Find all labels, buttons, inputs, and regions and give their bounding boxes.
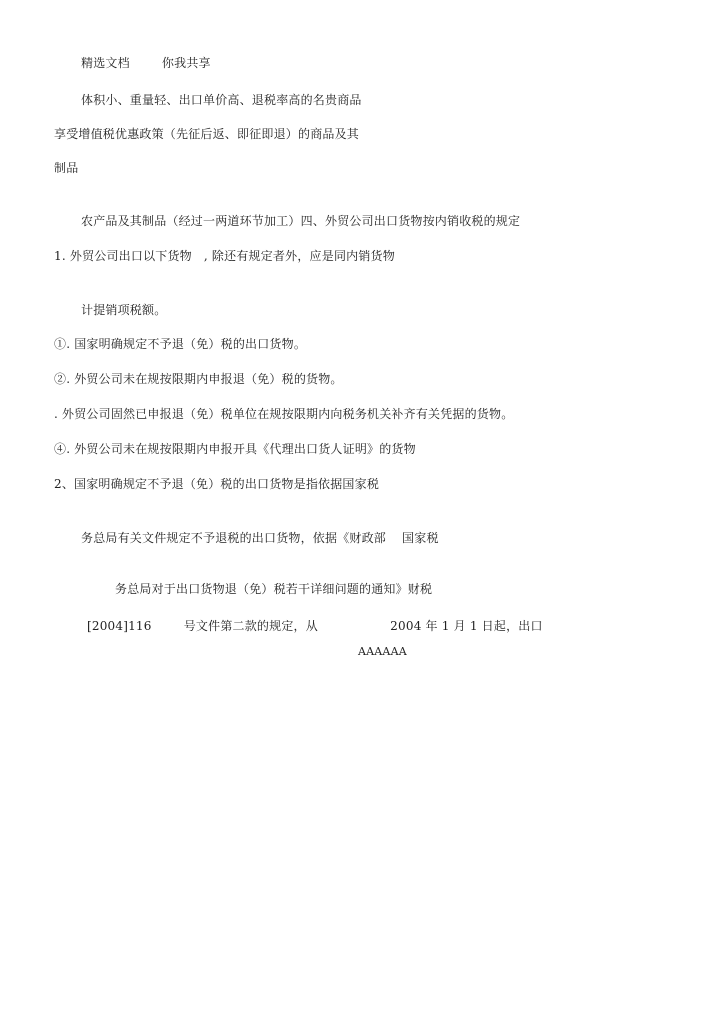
paragraph-line: [2004]116 号文件第二款的规定，从 2004 年 1 月 1 日起，出口 — [87, 619, 543, 633]
list-item: . 外贸公司固然已申报退（免）税单位在规按限期内向税务机关补齐有关凭据的货物。 — [54, 407, 514, 421]
list-item: 1. 外贸公司出口以下货物 , 除还有规定者外，应是同内销货物 — [54, 249, 395, 263]
paragraph-line: 体积小、重量轻、出口单价高、退税率高的名贵商品 — [81, 93, 362, 107]
paragraph-line: 务总局有关文件规定不予退税的出口货物，依据《财政部 国家税 — [81, 531, 439, 545]
header-line: 精选文档 你我共享 — [81, 56, 211, 70]
footer-mark: AAAAAA — [358, 645, 407, 658]
paragraph-line: 计提销项税额。 — [81, 303, 167, 317]
paragraph-line: 务总局对于出口货物退（免）税若干详细问题的通知》财税 — [115, 582, 433, 596]
list-item: 2、国家明确规定不予退（免）税的出口货物是指依据国家税 — [54, 477, 380, 491]
list-item: ②. 外贸公司未在规按限期内申报退（免）税的货物。 — [54, 372, 343, 386]
paragraph-line: 制品 — [54, 161, 79, 175]
list-item: ④. 外贸公司未在规按限期内申报开具《代理出口货人证明》的货物 — [54, 442, 416, 456]
paragraph-line: 享受增值税优惠政策（先征后返、即征即退）的商品及其 — [54, 127, 360, 141]
paragraph-line: 农产品及其制品（经过一两道环节加工）四、外贸公司出口货物按内销收税的规定 — [81, 214, 521, 228]
list-item: ①. 国家明确规定不予退（免）税的出口货物。 — [54, 337, 307, 351]
